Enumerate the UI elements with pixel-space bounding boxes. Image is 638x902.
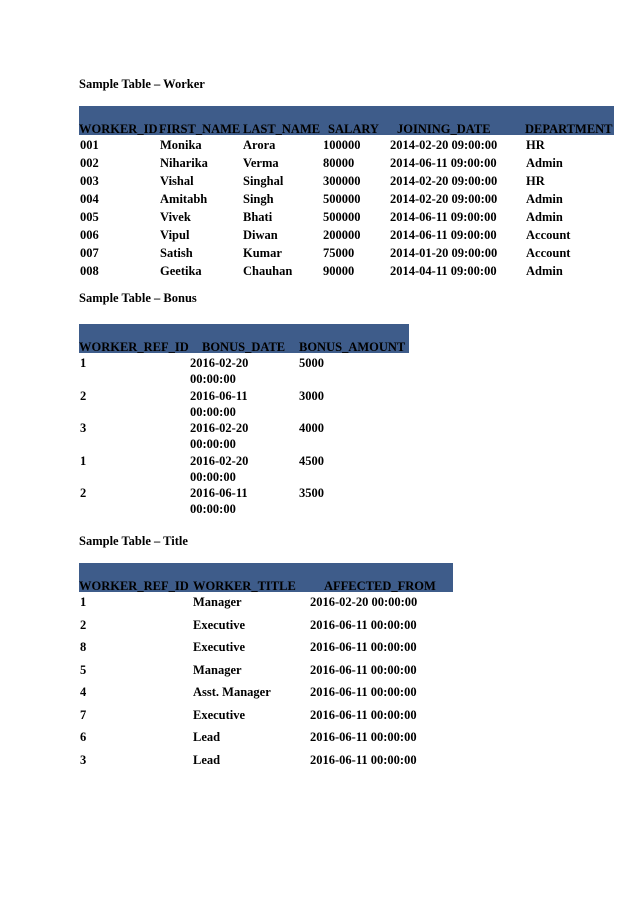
bonus-table-title: Sample Table – Bonus (79, 291, 197, 305)
title-row (79, 705, 453, 728)
worker-cell: 500000 (323, 210, 361, 224)
bonus-row (79, 353, 409, 386)
worker-row (79, 243, 614, 261)
bonus-row (79, 386, 409, 419)
worker-row (79, 171, 614, 189)
title-cell: 4 (80, 685, 87, 699)
worker-cell: Account (526, 228, 571, 242)
title-cell: 2016-06-11 00:00:00 (310, 685, 417, 699)
worker-cell: 2014-04-11 09:00:00 (390, 264, 497, 278)
bonus-cell: 4500 (299, 453, 324, 468)
worker-cell: Verma (243, 156, 279, 170)
bonus-table-body (79, 353, 409, 516)
worker-cell: Admin (526, 264, 563, 278)
worker-cell: HR (526, 138, 545, 152)
title-cell: 2016-02-20 00:00:00 (310, 595, 418, 609)
worker-cell: 2014-02-20 09:00:00 (390, 174, 498, 188)
worker-cell: Monika (160, 138, 202, 152)
worker-cell: 500000 (323, 192, 361, 206)
title-cell: 8 (80, 640, 87, 654)
bonus-cell: 1 (80, 453, 87, 468)
title-table (79, 563, 453, 772)
worker-cell: 003 (80, 174, 99, 188)
title-cell: 1 (80, 595, 87, 609)
worker-cell: Arora (243, 138, 276, 152)
bonus-table-header (79, 324, 409, 353)
worker-cell: 100000 (323, 138, 361, 152)
worker-cell: 2014-02-20 09:00:00 (390, 192, 498, 206)
worker-cell: Kumar (243, 246, 282, 260)
bonus-row (79, 483, 409, 516)
bonus-cell: 2 (80, 486, 87, 500)
title-cell: Manager (193, 662, 242, 677)
title-cell: Executive (193, 617, 246, 632)
bonus-row (79, 451, 409, 484)
worker-header-joining-date: JOINING_DATE (397, 121, 491, 136)
title-cell: 5 (80, 662, 87, 677)
worker-cell: 007 (80, 246, 99, 260)
worker-row (79, 153, 614, 171)
worker-cell: 005 (80, 210, 99, 224)
title-row (79, 660, 453, 683)
title-cell: 3 (80, 752, 87, 767)
title-table-header (79, 563, 453, 592)
title-header-affected-from: AFFECTED_FROM (324, 578, 436, 593)
title-table-title: Sample Table – Title (79, 534, 188, 548)
bonus-cell: 2016-02-20 00:00:00 (190, 356, 249, 386)
bonus-header-bonus-date: BONUS_DATE (202, 339, 286, 354)
worker-table-body (79, 135, 614, 279)
worker-table (79, 106, 614, 279)
worker-cell: Admin (526, 156, 563, 170)
worker-cell: Diwan (243, 228, 278, 242)
title-row (79, 682, 453, 705)
worker-cell: 90000 (323, 264, 355, 278)
worker-cell: 2014-06-11 09:00:00 (390, 210, 497, 224)
bonus-header-worker-ref-id: WORKER_REF_ID (79, 339, 189, 354)
worker-row (79, 261, 614, 279)
bonus-table (79, 324, 409, 516)
worker-cell: 80000 (323, 156, 355, 170)
title-cell: Asst. Manager (193, 685, 271, 699)
title-row (79, 615, 453, 638)
title-cell: 6 (80, 730, 87, 744)
worker-header-department: DEPARTMENT (525, 121, 613, 136)
worker-cell: 002 (80, 156, 99, 170)
bonus-cell: 1 (80, 356, 87, 370)
bonus-cell: 2 (80, 388, 87, 403)
worker-header-worker-id: WORKER_ID (79, 121, 158, 136)
worker-cell: Niharika (160, 156, 208, 170)
bonus-cell: 2016-06-11 00:00:00 (190, 486, 248, 516)
title-cell: Lead (193, 730, 221, 744)
title-cell: Manager (193, 595, 242, 609)
worker-table-title: Sample Table – Worker (79, 77, 205, 91)
bonus-cell: 2016-02-20 00:00:00 (190, 421, 249, 451)
worker-cell: Chauhan (243, 264, 293, 278)
title-header-worker-ref-id: WORKER_REF_ID (79, 578, 189, 593)
bonus-cell: 3500 (299, 486, 324, 500)
title-cell: 2016-06-11 00:00:00 (310, 640, 417, 654)
title-cell: 2016-06-11 00:00:00 (310, 617, 417, 632)
title-cell: 2 (80, 617, 87, 632)
worker-cell: 004 (80, 192, 99, 206)
worker-cell: Vivek (160, 210, 191, 224)
worker-header-salary: SALARY (328, 121, 379, 136)
worker-cell: 008 (80, 264, 99, 278)
bonus-cell: 2016-02-20 00:00:00 (190, 453, 249, 484)
worker-row (79, 189, 614, 207)
worker-row (79, 135, 614, 153)
worker-cell: 2014-06-11 09:00:00 (390, 156, 497, 170)
worker-header-first-name: FIRST_NAME (159, 121, 241, 136)
title-cell: 7 (80, 707, 87, 722)
bonus-row (79, 418, 409, 451)
title-header-worker-title: WORKER_TITLE (193, 578, 296, 593)
worker-cell: 006 (80, 228, 99, 242)
worker-cell: HR (526, 174, 545, 188)
title-table-body (79, 592, 453, 772)
worker-cell: 2014-02-20 09:00:00 (390, 138, 498, 152)
worker-cell: Admin (526, 210, 563, 224)
title-cell: 2016-06-11 00:00:00 (310, 730, 417, 744)
title-cell: Executive (193, 707, 246, 722)
title-cell: 2016-06-11 00:00:00 (310, 752, 417, 767)
worker-cell: 300000 (323, 174, 361, 188)
bonus-cell: 3000 (299, 388, 324, 403)
title-cell: 2016-06-11 00:00:00 (310, 662, 417, 677)
bonus-cell: 2016-06-11 00:00:00 (190, 388, 248, 419)
worker-cell: Vipul (160, 228, 190, 242)
title-row (79, 637, 453, 660)
bonus-cell: 4000 (299, 421, 324, 435)
bonus-cell: 5000 (299, 356, 324, 370)
title-row (79, 727, 453, 750)
worker-cell: 75000 (323, 246, 355, 260)
worker-cell: 200000 (323, 228, 361, 242)
worker-cell: 2014-06-11 09:00:00 (390, 228, 497, 242)
worker-cell: 2014-01-20 09:00:00 (390, 246, 498, 260)
worker-cell: Bhati (243, 210, 273, 224)
worker-row (79, 207, 614, 225)
bonus-header-bonus-amount: BONUS_AMOUNT (299, 339, 406, 354)
title-cell: 2016-06-11 00:00:00 (310, 707, 417, 722)
worker-cell: Account (526, 246, 571, 260)
worker-cell: Vishal (160, 174, 194, 188)
worker-cell: Singhal (243, 174, 284, 188)
worker-cell: Satish (160, 246, 193, 260)
worker-cell: 001 (80, 138, 99, 152)
worker-row (79, 225, 614, 243)
title-row (79, 750, 453, 773)
title-cell: Executive (193, 640, 246, 654)
title-cell: Lead (193, 752, 221, 767)
title-row (79, 592, 453, 615)
worker-table-header (79, 106, 614, 135)
worker-cell: Amitabh (160, 192, 208, 206)
worker-cell: Admin (526, 192, 563, 206)
worker-cell: Geetika (160, 264, 202, 278)
worker-cell: Singh (243, 192, 274, 206)
bonus-cell: 3 (80, 421, 87, 435)
worker-header-last-name: LAST_NAME (243, 121, 321, 136)
